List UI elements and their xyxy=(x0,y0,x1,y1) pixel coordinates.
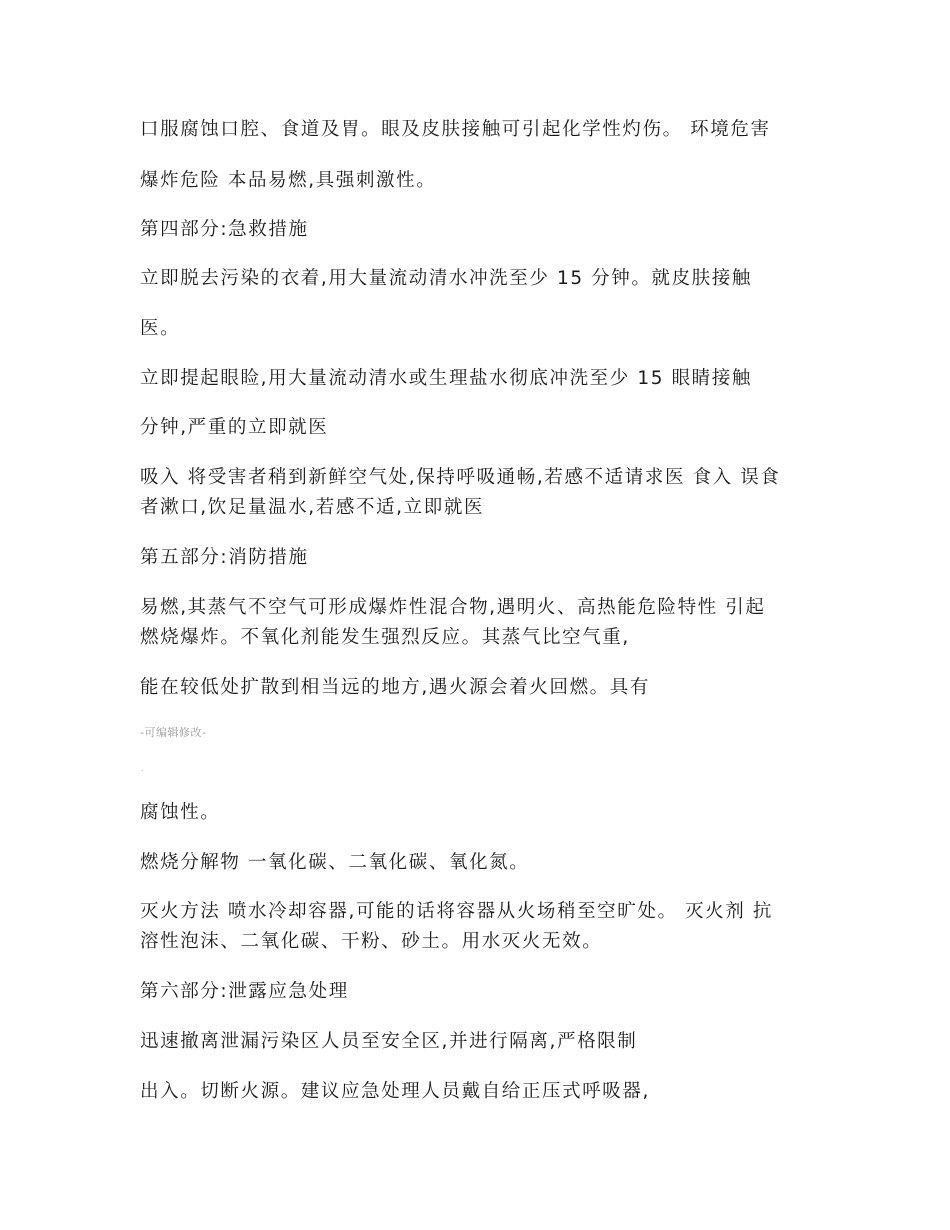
text-line: 吸入 将受害者稍到新鲜空气处,保持呼吸通畅,若感不适请求医 食入 误食 xyxy=(140,467,781,488)
text-line: 出入。切断火源。建议应急处理人员戴自给正压式呼吸器, xyxy=(140,1081,650,1102)
editable-footer-note: -可编辑修改- xyxy=(140,726,207,739)
text-line: 医。 xyxy=(140,318,181,339)
section-heading: 第五部分:消防措施 xyxy=(140,547,309,568)
text-line: 溶性泡沫、二氧化碳、干粉、砂土。用水灭火无效。 xyxy=(140,931,603,952)
text-line: 迅速撤离泄漏污染区人员至安全区,并进行隔离,严格限制 xyxy=(140,1031,638,1052)
text-line: 分钟,严重的立即就医 xyxy=(140,417,329,438)
section-heading: 第四部分:急救措施 xyxy=(140,219,309,240)
text-line: 腐蚀性。 xyxy=(140,802,221,823)
text-line: 爆炸危险 本品易燃,具强刺激性。 xyxy=(140,170,437,191)
text-line: 口服腐蚀口腔、食道及胃。眼及皮肤接触可引起化学性灼伤。 环境危害 xyxy=(140,119,771,140)
section-heading: 第六部分:泄露应急处理 xyxy=(140,981,349,1002)
text-line: 者漱口,饮足量温水,若感不适,立即就医 xyxy=(140,497,485,518)
text-line: 立即脱去污染的衣着,用大量流动清水冲洗至少 15 分钟。就皮肤接触 xyxy=(140,268,752,289)
text-line: 立即提起眼睑,用大量流动清水或生理盐水彻底冲洗至少 15 眼睛接触 xyxy=(140,368,752,389)
text-line: 易燃,其蒸气不空气可形成爆炸性混合物,遇明火、高热能危险特性 引起 xyxy=(140,597,766,618)
text-line: 燃烧分解物 一氧化碳、二氧化碳、氧化氮。 xyxy=(140,852,530,873)
page-marker: . xyxy=(141,764,144,773)
text-line: 能在较低处扩散到相当远的地方,遇火源会着火回燃。具有 xyxy=(140,677,650,698)
text-line: 燃烧爆炸。不氧化剂能发生强烈反应。其蒸气比空气重, xyxy=(140,627,630,648)
text-line: 灭火方法 喷水冷却容器,可能的话将容器从火场稍至空旷处。 灭火剂 抗 xyxy=(140,901,773,922)
